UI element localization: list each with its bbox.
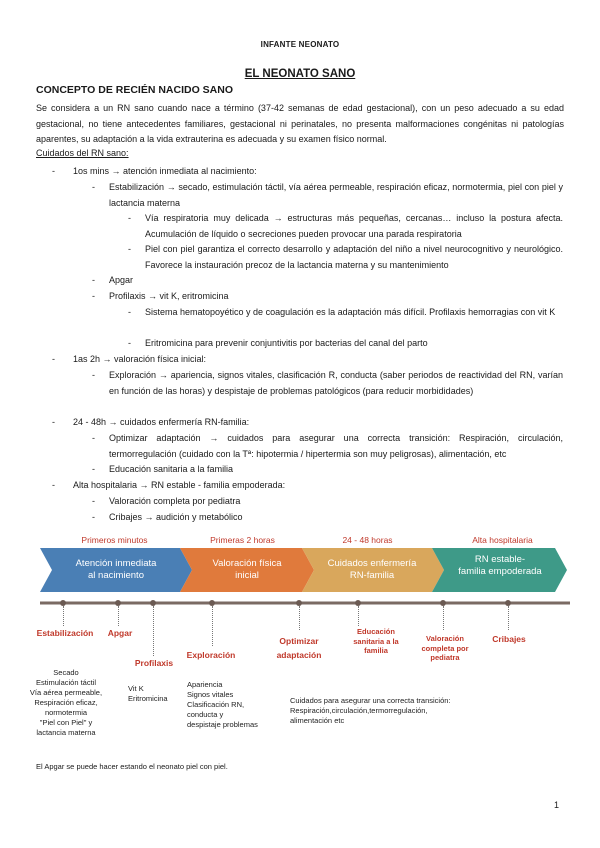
dash-marker: -	[92, 464, 95, 474]
intro-paragraph: Se considera a un RN sano cuando nace a término (37-42 semanas de edad gestacional), con un peso adecuado a su edad gestacional, no tiene antecedentes familiares, gestacional ni perinatales, no presenta malformaciones congénitas ni patologías aparentes, su adaptación a la vida extrauterina es adecuada y su examen físico normal.	[36, 103, 564, 144]
detail-line: Estimulación táctil	[35, 678, 97, 687]
dash-marker: -	[92, 182, 95, 192]
outline-item: Valoración completa por pediatra	[109, 496, 241, 506]
dash-marker: -	[92, 370, 95, 380]
outline-item: Exploración → apariencia, signos vitales, clasificación R, conducta (saber periodos de reactividad del RN, varían en función de las horas) y despistaje de problemas patológicos (para reducir morbididades)	[109, 370, 563, 396]
care-heading: Cuidados del RN sano:	[36, 148, 129, 158]
detail-line: Apariencia	[187, 680, 223, 689]
detail-line: alimentación etc	[290, 716, 345, 725]
stage-label	[52, 558, 180, 582]
optimizar-details	[290, 696, 530, 726]
milestone-exploracion: Exploración	[186, 650, 236, 660]
outline-item: Estabilización → secado, estimulación táctil, vía aérea permeable, respiración eficaz, normotermia, piel con piel y lactancia materna	[109, 182, 563, 208]
section-title: CONCEPTO DE RECIÉN NACIDO SANO	[36, 84, 233, 96]
stage-label	[192, 558, 302, 582]
milestone-label-line: Optimizar	[279, 636, 319, 646]
detail-line: Cuidados para asegurar una correcta transición:	[290, 696, 451, 705]
outline-item: 1os mins → atención inmediata al nacimiento:	[73, 166, 257, 176]
outline-item: 1as 2h → valoración física inicial:	[73, 354, 207, 364]
page-title: EL NEONATO SANO	[244, 68, 356, 80]
milestone-label-line: adaptación	[276, 650, 322, 660]
milestone-profilaxis: Profilaxis	[134, 658, 174, 668]
milestone-educacion	[340, 627, 412, 656]
dash-marker: -	[128, 244, 131, 254]
outline-item: Alta hospitalaria → RN estable - familia empoderada:	[73, 480, 286, 490]
milestone-apgar: Apgar	[107, 628, 133, 638]
milestone-estabilizacion: Estabilización	[36, 628, 94, 638]
stage-title: Primeras 2 horas	[210, 535, 275, 545]
outline-item: Sistema hematopoyético y de coagulación es la adaptación más difícil. Profilaxis hemorragias con vit K	[145, 307, 556, 317]
stage-label-line: RN estable-	[474, 554, 526, 565]
detail-line: conducta y	[187, 710, 224, 719]
detail-line: Signos vitales	[187, 690, 234, 699]
stage-title: Alta hospitalaria	[472, 535, 533, 545]
stage-label-line: Cuidados enfermería	[327, 558, 417, 569]
outline-item: Eritromicina para prevenir conjuntivitis por bacterias del canal del parto	[145, 338, 428, 348]
dash-marker: -	[92, 496, 95, 506]
detail-line: Respiración,circulación,termorregulación,	[290, 706, 428, 715]
timeline-tick	[299, 606, 301, 630]
outline-item: Educación sanitaria a la familia	[109, 464, 234, 474]
detail-line: Vía aérea permeable,	[29, 688, 103, 697]
timeline-tick	[443, 606, 445, 630]
timeline-tick	[118, 606, 120, 626]
detail-line: normotermia	[44, 708, 88, 717]
timeline-footnote: El Apgar se puede hacer estando el neonato piel con piel.	[36, 762, 228, 771]
dash-marker: -	[52, 480, 55, 490]
outline-item: Vía respiratoria muy delicada → estructuras más pequeñas, cercanas… incluso la postura afecta. Acumulación de líquido o secreciones pueden provocar una parada respiratoria	[145, 213, 563, 239]
detail-line: "Piel con Piel" y	[39, 718, 93, 727]
stage-label	[312, 558, 432, 582]
stage-label-line: Atención inmediata	[75, 558, 157, 569]
detail-line: Clasificación RN,	[187, 700, 245, 709]
outline-item: Piel con piel garantiza el correcto desarrollo y adaptación del niño a nivel neurocognitivo y neurológico. Favorece la instauración precoz de la lactancia materna y su mantenimiento	[145, 244, 563, 270]
dash-marker: -	[128, 213, 131, 223]
stage-label-line: RN-familia	[349, 570, 395, 581]
stage-label-line: Valoración física	[212, 558, 282, 569]
stage-title: 24 - 48 horas	[342, 535, 393, 545]
milestone-label-line: Valoración	[426, 634, 464, 643]
outline-item: Optimizar adaptación → cuidados para asegurar una correcta transición: Respiración, circulación, termorregulación (cuidado con la Tª: hipotermia / hipertermia son muy peligrosas), alimentación, etc	[109, 433, 563, 459]
milestone-label-line: Educación	[357, 627, 395, 636]
detail-line: lactancia materna	[36, 728, 96, 737]
dash-marker: -	[52, 417, 55, 427]
milestone-optimizar	[270, 634, 328, 662]
detail-line: Respiración eficaz,	[34, 698, 98, 707]
timeline-tick	[358, 606, 360, 626]
stage-label	[444, 554, 556, 578]
detail-line: Secado	[53, 668, 79, 677]
timeline-tick	[212, 606, 214, 646]
dash-marker: -	[128, 338, 131, 348]
stage-label-line: inicial	[235, 570, 259, 581]
milestone-valoracion	[410, 634, 480, 663]
outline-item: Cribajes → audición y metabólico	[109, 512, 243, 522]
dash-marker: -	[92, 275, 95, 285]
dash-marker: -	[92, 433, 95, 443]
exploracion-details	[187, 680, 277, 730]
dash-marker: -	[52, 354, 55, 364]
milestone-label-line: familia	[364, 646, 388, 655]
outline-item: Apgar	[109, 275, 134, 285]
milestone-label-line: completa por	[421, 643, 469, 653]
outline-item: Profilaxis → vit K, eritromicina	[109, 291, 229, 301]
page-number: 1	[554, 800, 560, 810]
milestone-label-line: sanitaria a la	[353, 636, 399, 646]
profilaxis-details	[128, 684, 188, 704]
timeline-tick	[153, 606, 155, 656]
timeline-tick	[63, 606, 65, 626]
stage-label-line: familia empoderada	[458, 566, 542, 577]
milestone-label-line: pediatra	[430, 653, 460, 662]
header-title: INFANTE NEONATO	[260, 40, 340, 49]
estabilizacion-details	[22, 668, 110, 738]
timeline-tick	[508, 606, 510, 630]
stage-label-line: al nacimiento	[88, 570, 144, 581]
dash-marker: -	[52, 166, 55, 176]
stage-title: Primeros minutos	[81, 535, 148, 545]
detail-line: Vit K	[128, 684, 144, 693]
outline-item: 24 - 48h → cuidados enfermería RN-familia:	[73, 417, 250, 427]
detail-line: Eritromicina	[128, 694, 168, 703]
milestone-cribajes: Cribajes	[492, 634, 526, 644]
dash-marker: -	[92, 512, 95, 522]
detail-line: despistaje problemas	[187, 720, 258, 729]
dash-marker: -	[128, 307, 131, 317]
dash-marker: -	[92, 291, 95, 301]
